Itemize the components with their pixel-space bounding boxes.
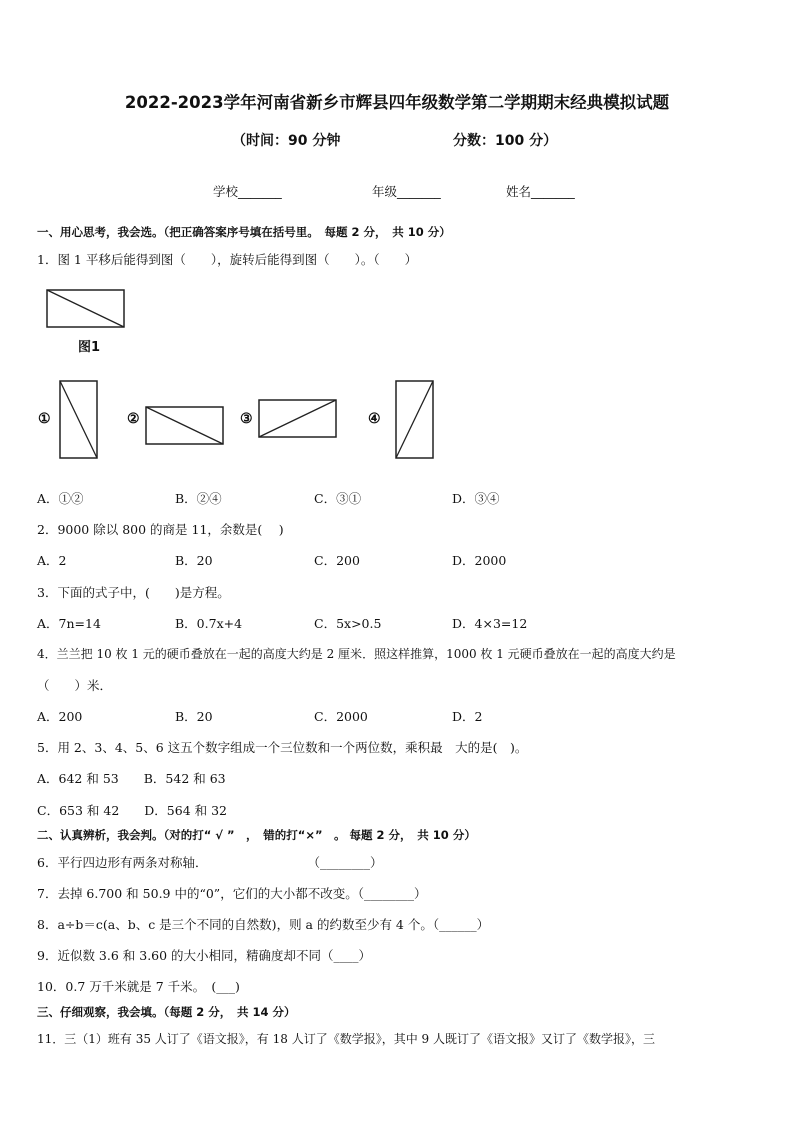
q3-option-c[interactable]: C．5x>0.5: [314, 616, 382, 631]
section-3-heading: 三、仔细观察，我会填。（每题 2 分， 共 14 分）: [37, 1005, 296, 1019]
question-11: 11．三（1）班有 35 人订了《语文报》，有 18 人订了《数学报》，其中 9 人既订了《语文报》又订了《数学报》，三: [37, 1032, 655, 1046]
q4-option-d[interactable]: D．2: [452, 709, 483, 724]
q1-option-d[interactable]: D．③④: [452, 491, 500, 506]
figure-option-1: [59, 380, 99, 460]
exam-score: 分数：100 分）: [453, 133, 558, 149]
figure-option-2: [145, 406, 225, 446]
q2-option-c[interactable]: C．200: [314, 553, 360, 568]
q3-option-d[interactable]: D．4×3=12: [452, 616, 528, 631]
q2-option-d[interactable]: D．2000: [452, 553, 507, 568]
section-1-heading: 一、用心思考，我会选。（把正确答案序号填在括号里。 每题 2 分， 共 10 分）: [37, 225, 451, 239]
name-field: 姓名_______: [506, 184, 575, 199]
school-field: 学校_______: [213, 184, 282, 199]
figure-mark-4: ④: [368, 411, 381, 427]
question-4: 4．兰兰把 10 枚 1 元的硬币叠放在一起的高度大约是 2 厘米．照这样推算，1000 枚 1 元硬币叠放在一起的高度大约是: [37, 647, 676, 661]
figure-option-4: [395, 380, 435, 460]
question-8: 8．a÷b＝c(a、b、c 是三个不同的自然数)，则 a 的约数至少有 4 个。（______）: [37, 917, 490, 932]
page-title: 2022-2023学年河南省新乡市辉县四年级数学第二学期期末经典模拟试题: [124, 93, 670, 112]
section-2-heading: 二、认真辨析，我会判。（对的打“ √ ” ， 错的打“×” 。 每题 2 分， 共 10 分）: [37, 828, 476, 842]
question-4-cont: （ ）米．: [37, 678, 113, 693]
exam-time: （时间：90 分钟: [232, 133, 341, 149]
figure-1-rectangle: [46, 289, 126, 329]
figure-mark-3: ③: [240, 411, 253, 427]
q5-options-row-2[interactable]: C．653 和 42 D．564 和 32: [37, 803, 228, 818]
q1-option-c[interactable]: C．③①: [314, 491, 362, 506]
question-5: 5．用 2、3、4、5、6 这五个数字组成一个三位数和一个两位数，乘积最 大的是( )。: [37, 740, 528, 755]
q5-options-row-1[interactable]: A．642 和 53 B．542 和 63: [37, 771, 226, 786]
question-3: 3．下面的式子中，( )是方程。: [37, 585, 230, 600]
q4-option-c[interactable]: C．2000: [314, 709, 368, 724]
q1-option-a[interactable]: A．①②: [37, 491, 84, 506]
figure-1-label: 图1: [78, 340, 101, 355]
q1-option-b[interactable]: B．②④: [175, 491, 222, 506]
grade-field: 年级_______: [372, 184, 441, 199]
question-6: 6．平行四边形有两条对称轴． （________）: [37, 855, 383, 870]
question-7: 7．去掉 6.700 和 50.9 中的“0”，它们的大小都不改变。（________）: [37, 886, 427, 901]
q2-option-b[interactable]: B．20: [175, 553, 213, 568]
q3-option-b[interactable]: B．0.7x+4: [175, 616, 243, 631]
q2-option-a[interactable]: A．2: [37, 553, 67, 568]
q3-option-a[interactable]: A．7n=14: [37, 616, 101, 631]
figure-option-3: [258, 399, 338, 439]
figure-mark-1: ①: [38, 411, 51, 427]
figure-mark-2: ②: [127, 411, 140, 427]
question-9: 9．近似数 3.6 和 3.60 的大小相同，精确度却不同（____）: [37, 948, 372, 963]
question-10: 10．0.7 万千米就是 7 千米。 (___): [37, 979, 240, 994]
q4-option-a[interactable]: A．200: [37, 709, 83, 724]
question-2: 2．9000 除以 800 的商是 11，余数是( ): [37, 522, 284, 537]
q4-option-b[interactable]: B．20: [175, 709, 213, 724]
question-1: 1．图 1 平移后能得到图（ ），旋转后能得到图（ ）。（ ）: [37, 252, 418, 267]
